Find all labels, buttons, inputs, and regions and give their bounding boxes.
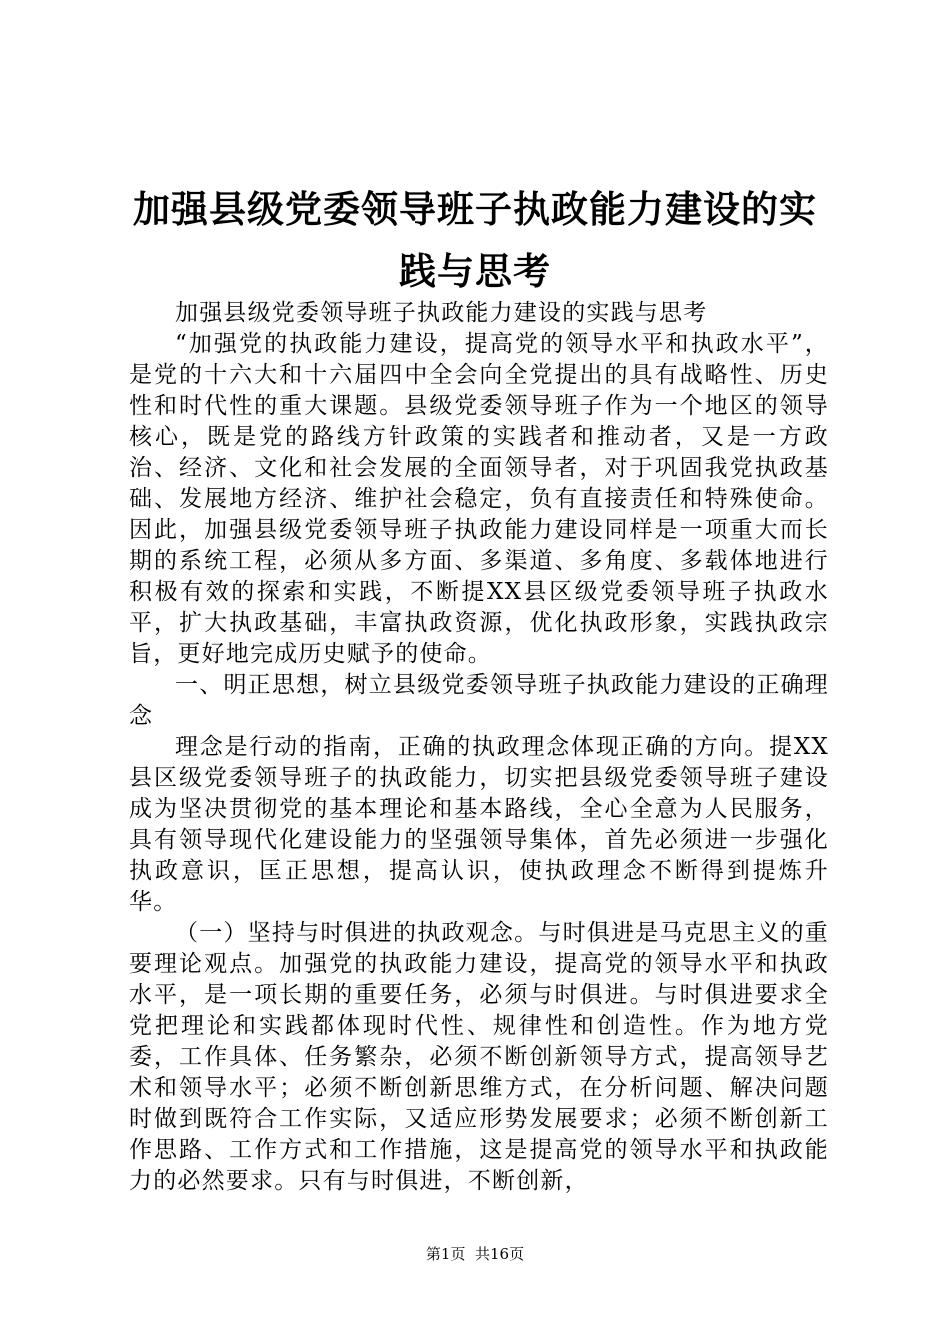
paragraph-subtitle: 加强县级党委领导班子执政能力建设的实践与思考 [175,300,708,326]
document-body [129,298,829,1197]
paragraph-section-1: 理念是行动的指南，正确的执政理念体现正确的方向。提XX县区级党委领导班子的执政能力，切实把县级党委领导班子建设成为坚决贯彻党的基本理论和基本路线，全心全意为人民服务，具有领导现代化建设能力的坚强领导集体，首先必须进一步强化执政意识，匡正思想，提高认识，使执政理念不断得到提炼升华。 [129,734,829,915]
paragraph-subsection-1: （一）坚持与时俱进的执政观念。与时俱进是马克思主义的重要理论观点。加强党的执政能力建设，提高党的领导水平和执政水平，是一项长期的重要任务，必须与时俱进。与时俱进要求全党把理论和实践都体现时代性、规律性和创造性。作为地方党委，工作具体、任务繁杂，必须不断创新领导方式，提高领导艺术和领导水平；必须不断创新思维方式，在分析问题、解决问题时做到既符合工作实际，又适应形势发展要求；必须不断创新工作思路、工作方式和工作措施，这是提高党的领导水平和执政能力的必然要求。只有与时俱进，不断创新， [129,920,829,1194]
document-title: 加强县级党委领导班子执政能力建设的实践与思考 [133,187,817,293]
paragraph-intro: “加强党的执政能力建设，提高党的领导水平和执政水平”，是党的十六大和十六届四中全会向全党提出的具有战略性、历史性和时代性的重大课题。县级党委领导班子作为一个地区的领导核心，既是党的路线方针政策的实践者和推动者，又是一方政治、经济、文化和社会发展的全面领导者，对于巩固我党执政基础、发展地方经济、维护社会稳定，负有直接责任和特殊使命。因此，加强县级党委领导班子执政能力建设同样是一项重大而长期的系统工程，必须从多方面、多渠道、多角度、多载体地进行积极有效的探索和实践，不断提XX县区级党委领导班子执政水平，扩大执政基础，丰富执政资源，优化执政形象，实践执政宗旨，更好地完成历史赋予的使命。 [129,331,829,667]
page-footer: 第1页 共16页 [425,1245,525,1263]
section-heading-1: 一、明正思想，树立县级党委领导班子执政能力建设的正确理念 [129,672,829,729]
